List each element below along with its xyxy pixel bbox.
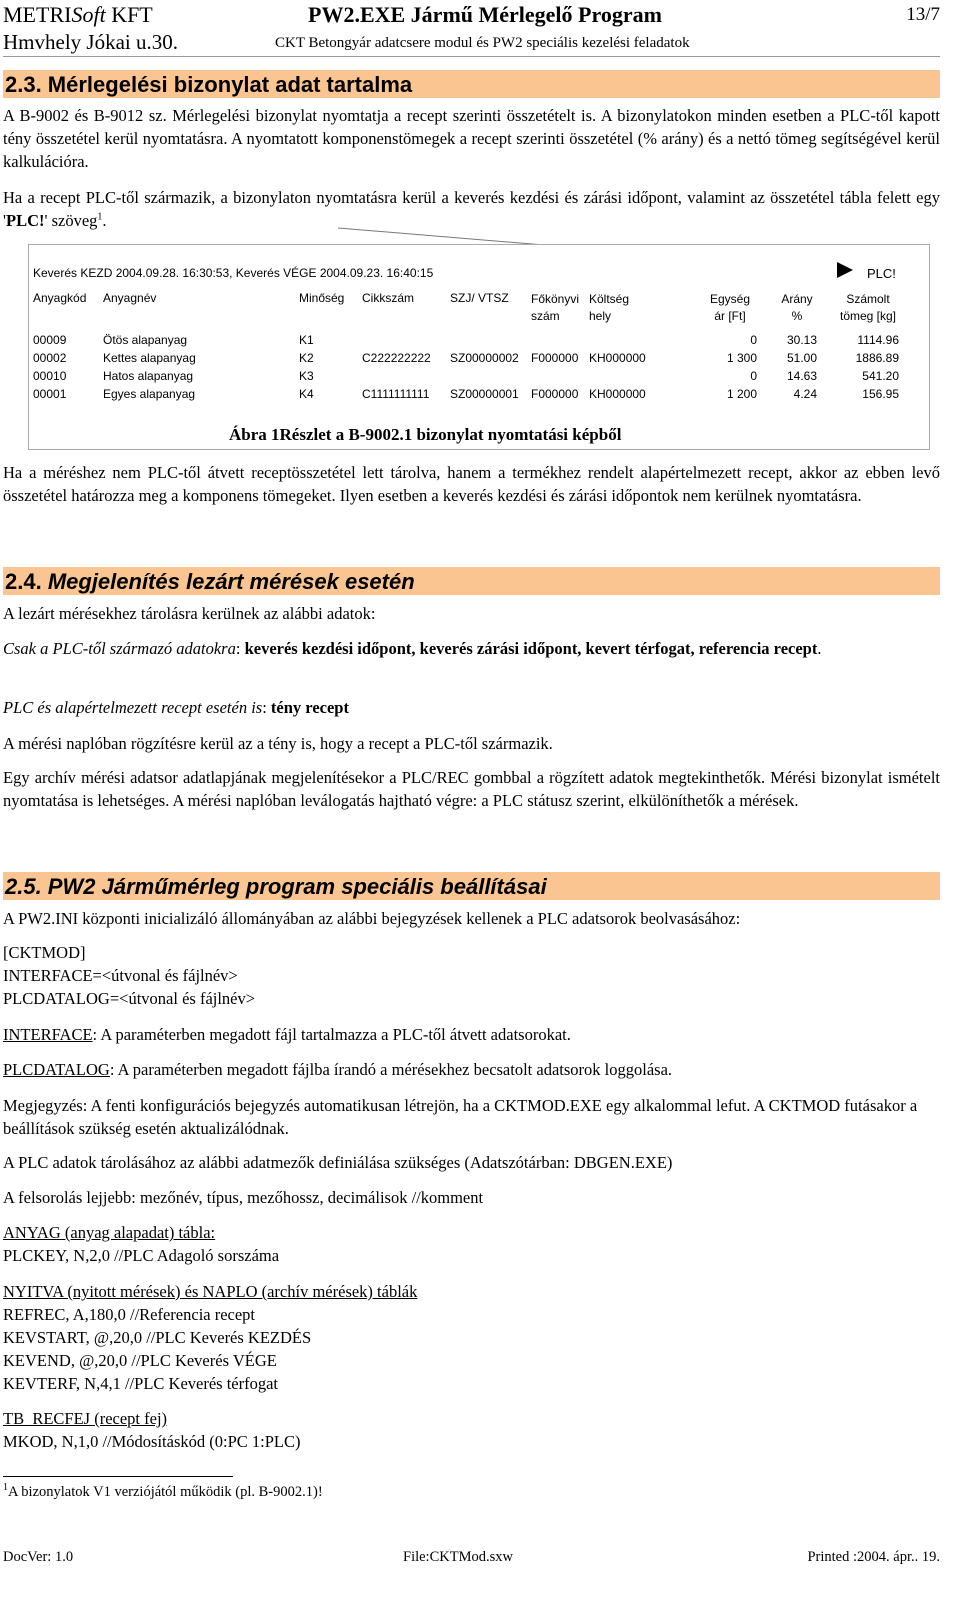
col-header: Számolt tömeg [kg] xyxy=(839,292,897,323)
table-cell: 1886.89 xyxy=(855,351,899,365)
paragraph-interface: INTERFACE: A paraméterben megadott fájl tartalmazza a PLC-től átvett adatsorokat. xyxy=(3,1025,571,1044)
col-header: Cikkszám xyxy=(362,291,415,305)
table-cell: 00009 xyxy=(33,333,67,347)
table-cell: Hatos alapanyag xyxy=(103,369,194,383)
field-line: MKOD, N,1,0 //Módosításkód (0:PC 1:PLC) xyxy=(3,1432,301,1451)
field-line: KEVEND, @,20,0 //PLC Keverés VÉGE xyxy=(3,1351,277,1370)
col-header: Anyagkód xyxy=(33,291,87,305)
paragraph-log: A mérési naplóban rögzítésre kerül az a tény is, hogy a recept a PLC-től származik. xyxy=(3,734,553,753)
table-cell: 00001 xyxy=(33,387,67,401)
footnote-ref: 1 xyxy=(97,211,103,223)
col-header: Egység ár [Ft] xyxy=(709,292,751,323)
table-cell: 14.63 xyxy=(786,369,817,383)
table-cell: 541.20 xyxy=(862,369,899,383)
footnote-divider xyxy=(3,1476,233,1477)
table-cell: F000000 xyxy=(531,351,579,365)
plc-label: PLC! xyxy=(867,266,896,281)
arrow-right-icon xyxy=(835,260,855,280)
paragraph-default-recipe: Ha a méréshez nem PLC-től átvett receptösszetétel lett tárolva, hanem a termékhez rendelt alapértelmezett recept, akkor az ebben levő összetétel határozza meg a komponens tömegeket. Ilyen esetben a keverés kezdési és zárási időpontok nem kerülnek nyomtatásra. xyxy=(3,463,940,505)
footer-file: File:CKTMod.sxw xyxy=(403,1549,513,1565)
page-number: 13/7 xyxy=(906,4,940,25)
document-subtitle: CKT Betongyár adatcsere modul és PW2 speciális kezelési feladatok xyxy=(275,35,690,51)
paragraph-fields: A PLC adatok tárolásához az alábbi adatmezők definiálása szükséges (Adatszótárban: DBGEN.EXE) xyxy=(3,1153,673,1172)
col-header: Költség hely xyxy=(589,292,630,323)
col-header: Anyagnév xyxy=(103,291,157,305)
table-cell: C222222222 xyxy=(362,351,431,365)
table-cell: 4.24 xyxy=(793,387,817,401)
table-cell: 51.00 xyxy=(786,351,817,365)
col-header: SZJ/ VTSZ xyxy=(450,291,509,305)
table-cell: SZ00000002 xyxy=(450,351,519,365)
anyag-title: ANYAG (anyag alapadat) tábla: xyxy=(3,1223,216,1242)
company-address: Hmvhely Jókai u.30. xyxy=(3,30,178,54)
anyag-block xyxy=(3,1221,940,1267)
table-cell: K4 xyxy=(299,387,314,401)
paragraph-archive: Egy archív mérési adatsor adatlapjának megjelenítésekor a PLC/REC gombbal a rögzített adatok megtekinthetők. Mérési bizonylat ismételt nyomtatása is lehetséges. A mérési naplóban leválogatás hajtható végre: a PLC státusz szerint, elkülöníthetők a mérések. xyxy=(3,768,940,810)
recfej-block xyxy=(3,1407,940,1453)
paragraph-plcdatalog: PLCDATALOG: A paraméterben megadott fájlba írandó a mérésekhez becsatolt adatsorok loggolása. xyxy=(3,1060,673,1079)
table-cell: K1 xyxy=(299,333,314,347)
nyitva-title: NYITVA (nyitott mérések) és NAPLO (archív mérések) táblák xyxy=(3,1282,418,1301)
section-heading-2-3: 2.3. Mérlegelési bizonylat adat tartalma xyxy=(3,70,940,98)
paragraph-bizonylat: A B-9002 és B-9012 sz. Mérlegelési bizonylat nyomtatja a recept szerinti összetételt is. A bizonylatokon minden esetben a PLC-től kapott tény összetétel kerül nyomtatásra. A nyomtatott komponenstömegek a recept szerinti összetétel (% arány) és a nettó tömeg segítségével kerül kalkulációra. xyxy=(3,106,940,171)
ini-block xyxy=(3,941,940,1010)
col-header: Főkönyvi szám xyxy=(531,292,580,323)
table-cell: KH000000 xyxy=(589,387,646,401)
table-cell: C1111111111 xyxy=(362,387,430,401)
table-cell: Kettes alapanyag xyxy=(103,351,196,365)
col-header: Arány % xyxy=(781,292,813,323)
paragraph-stored-data: A lezárt mérésekhez tárolásra kerülnek az alábbi adatok: xyxy=(3,604,376,623)
field-line: PLCKEY, N,2,0 //PLC Adagoló sorszáma xyxy=(3,1246,280,1265)
table-cell: 0 xyxy=(750,333,757,347)
table-cell: 00002 xyxy=(33,351,67,365)
company-name: METRISoft KFT xyxy=(3,2,153,27)
field-line: KEVSTART, @,20,0 //PLC Keverés KEZDÉS xyxy=(3,1328,312,1347)
table-cell: F000000 xyxy=(531,387,579,401)
receipt-figure xyxy=(28,244,930,450)
figure-caption: Ábra 1Részlet a B-9002.1 bizonylat nyomtatási képből xyxy=(229,425,622,444)
table-cell: SZ00000001 xyxy=(450,387,519,401)
paragraph-note: Megjegyzés: A fenti konfigurációs bejegyzés automatikusan létrejön, ha a CKTMOD.EXE egy alkalommal lefut. A CKTMOD futásakor a beállítások szükség esetén aktualizálódnak. xyxy=(3,1096,918,1138)
table-cell: 0 xyxy=(750,369,757,383)
table-cell: 1 200 xyxy=(726,387,757,401)
footnote: $^1$A bizonylatok V1 verziójától működik (pl. B-9002.1)! xyxy=(3,1482,323,1500)
table-cell: 00010 xyxy=(33,369,67,383)
mixing-time-line: Keverés KEZD 2004.09.28. 16:30:53, Keverés VÉGE 2004.09.23. 16:40:15 xyxy=(33,266,434,280)
field-line: KEVTERF, N,4,1 //PLC Keverés térfogat xyxy=(3,1374,279,1393)
table-cell: KH000000 xyxy=(589,351,646,365)
recfej-title: TB_RECFEJ (recept fej) xyxy=(3,1409,168,1428)
table-cell: 1 300 xyxy=(726,351,757,365)
table-cell: 1114.96 xyxy=(857,333,899,347)
paragraph-plc-only: Csak a PLC-től származó adatokra: keverés kezdési időpont, keverés zárási időpont, kevert térfogat, referencia recept. xyxy=(3,639,822,658)
ini-line: [CKTMOD] xyxy=(3,943,86,962)
paragraph-ini: A PW2.INI központi inicializáló állományában az alábbi bejegyzések kellenek a PLC adatsorok beolvasásához: xyxy=(3,909,741,928)
paragraph-plc-origin: Ha a recept PLC-től származik, a bizonylaton nyomtatásra kerül a keverés kezdési és zárási időpont, valamint az összetétel tábla felett egy 'PLC!' szöveg$^1$. xyxy=(3,188,940,230)
ini-line: INTERFACE=<útvonal és fájlnév> xyxy=(3,966,238,985)
table-cell: Egyes alapanyag xyxy=(103,387,196,401)
nyitva-block xyxy=(3,1280,940,1395)
table-cell: Ötös alapanyag xyxy=(103,333,188,347)
footer-printed: Printed :2004. ápr.. 19. xyxy=(807,1549,940,1565)
table-cell: 30.13 xyxy=(786,333,817,347)
table-cell: K2 xyxy=(299,351,314,365)
footer-docver: DocVer: 1.0 xyxy=(3,1549,74,1565)
field-line: REFREC, A,180,0 //Referencia recept xyxy=(3,1305,256,1324)
col-header: Minőség xyxy=(299,291,345,305)
section-heading-2-4: 2.4. Megjelenítés lezárt mérések esetén xyxy=(3,567,940,595)
ini-line: PLCDATALOG=<útvonal és fájlnév> xyxy=(3,989,256,1008)
section-heading-2-5: 2.5. PW2 Járműmérleg program speciális beállításai xyxy=(3,872,940,900)
table-cell: 156.95 xyxy=(862,387,899,401)
document-title: PW2.EXE Jármű Mérlegelő Program xyxy=(308,2,662,27)
paragraph-both: PLC és alapértelmezett recept esetén is: tény recept xyxy=(3,698,349,717)
paragraph-order: A felsorolás lejjebb: mezőnév, típus, mezőhossz, decimálisok //komment xyxy=(3,1188,484,1207)
table-cell: K3 xyxy=(299,369,314,383)
